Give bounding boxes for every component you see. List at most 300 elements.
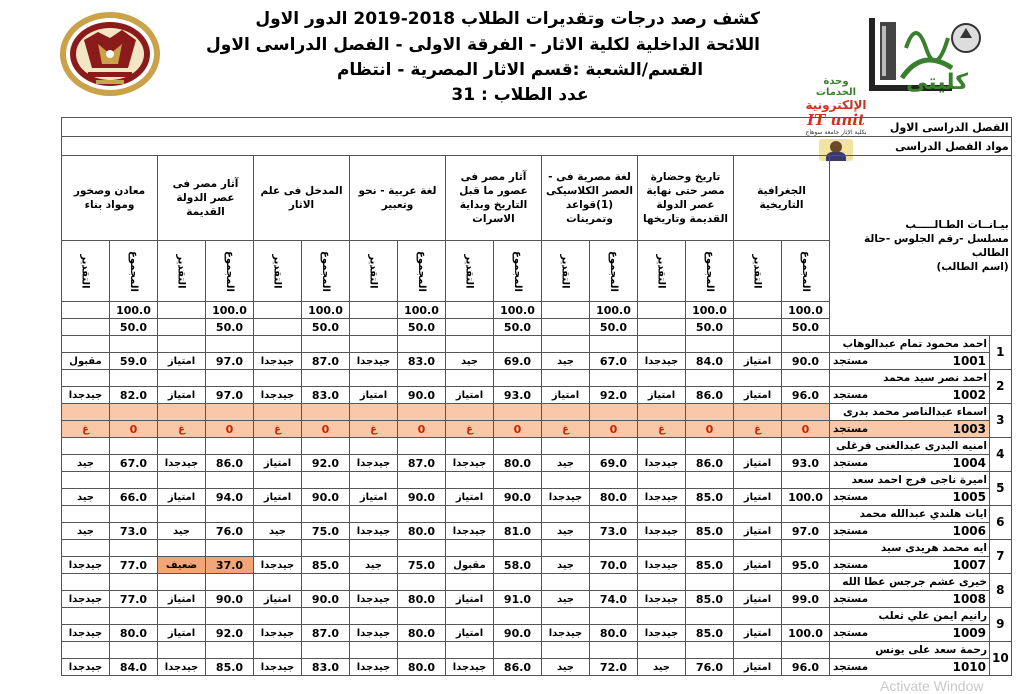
subject-total: 80.0 [494, 455, 542, 472]
subject-total: 84.0 [686, 353, 734, 370]
blank-cell [782, 642, 830, 659]
student-scores-row [62, 625, 1012, 642]
subject-total: 80.0 [398, 591, 446, 608]
blank-cell [398, 540, 446, 557]
blank-cell [158, 574, 206, 591]
blank-cell [590, 404, 638, 421]
blank-cell [782, 370, 830, 387]
subject-grade: جيد [62, 455, 110, 472]
subject-grade: جيدجدا [638, 625, 686, 642]
subject-total: 90.0 [782, 353, 830, 370]
student-name-row [62, 642, 1012, 659]
blank-cell [254, 506, 302, 523]
blank-cell [158, 608, 206, 625]
subject-total: 100.0 [782, 625, 830, 642]
blank-cell [734, 574, 782, 591]
seat-and-status [830, 625, 990, 642]
blank-cell [254, 336, 302, 353]
grade-column-label: التقدير [254, 241, 302, 302]
subject-total: 97.0 [782, 523, 830, 540]
blank-cell [350, 336, 398, 353]
subject-total: 90.0 [302, 489, 350, 506]
blank-cell [110, 472, 158, 489]
subject-grade: جيد [62, 489, 110, 506]
student-serial: 9 [990, 608, 1012, 642]
blank-cell [350, 540, 398, 557]
blank-cell [206, 336, 254, 353]
student-status: مستجد [833, 626, 869, 639]
blank-cell [254, 404, 302, 421]
blank-cell [398, 472, 446, 489]
subject-total: 83.0 [398, 353, 446, 370]
subjects-banner-row [62, 137, 1012, 156]
subject-total: 86.0 [686, 455, 734, 472]
blank-cell [110, 540, 158, 557]
report-title: كشف رصد درجات وتقديرات الطلاب 2018-2019 الدور الاول [255, 9, 760, 29]
max-mark: 100.0 [590, 302, 638, 319]
seat-and-status [830, 591, 990, 608]
subject-grade: امتياز [158, 387, 206, 404]
subject-total: 70.0 [590, 557, 638, 574]
subject-grade: امتياز [734, 523, 782, 540]
blank-cell [350, 472, 398, 489]
blank-cell [206, 438, 254, 455]
blank-cell [62, 608, 110, 625]
student-name: رحمة سعد على يونس [830, 642, 990, 659]
subject-grade: غ [254, 421, 302, 438]
subject-grade: جيدجدا [446, 455, 494, 472]
blank-cell [494, 574, 542, 591]
subject-grade: امتياز [254, 455, 302, 472]
subject-total: 0 [782, 421, 830, 438]
subject-total: 69.0 [590, 455, 638, 472]
seat-number: 1003 [952, 421, 986, 436]
blank-cell [158, 472, 206, 489]
blank-cell [446, 574, 494, 591]
max-mark: 100.0 [302, 302, 350, 319]
subject-grade: امتياز [446, 591, 494, 608]
student-name: رانيم ايمن علي ثعلب [830, 608, 990, 625]
blank-cell [398, 608, 446, 625]
blank-cell [446, 472, 494, 489]
blank-cell [590, 608, 638, 625]
subject-grade: امتياز [158, 353, 206, 370]
student-name-row [62, 438, 1012, 455]
blank-cell [446, 404, 494, 421]
blank-cell [158, 336, 206, 353]
student-status: مستجد [833, 388, 869, 401]
blank-cell [158, 506, 206, 523]
subject-grade: امتياز [734, 455, 782, 472]
subject-total: 84.0 [110, 659, 158, 676]
subject-grade: امتياز [446, 489, 494, 506]
subject-grade: جيدجدا [446, 659, 494, 676]
max-mark-grade [446, 302, 494, 319]
subject-grade: جيد [542, 557, 590, 574]
min-mark-grade [542, 319, 590, 336]
blank-cell [206, 404, 254, 421]
subject-grade: جيدجدا [350, 659, 398, 676]
subject-grade: ضعيف [158, 557, 206, 574]
blank-cell [398, 438, 446, 455]
blank-cell [110, 336, 158, 353]
blank-cell [206, 370, 254, 387]
blank-cell [446, 370, 494, 387]
subject-grade: امتياز [254, 489, 302, 506]
blank-cell [782, 336, 830, 353]
student-name-row [62, 336, 1012, 353]
blank-cell [302, 574, 350, 591]
student-info-header: بيـانــات الطـالـــــب مسلسل -رقم الجلوس -حالة الطالب (اسم الطالب) [830, 156, 1012, 336]
subject-total: 67.0 [110, 455, 158, 472]
student-name: ايه محمد هريدى سيد [830, 540, 990, 557]
subject-total: 83.0 [302, 659, 350, 676]
blank-cell [782, 438, 830, 455]
blank-cell [686, 574, 734, 591]
subject-total: 80.0 [590, 625, 638, 642]
subject-grade: امتياز [734, 489, 782, 506]
subject-total: 99.0 [782, 591, 830, 608]
subject-total: 97.0 [206, 387, 254, 404]
subject-grade: جيدجدا [638, 523, 686, 540]
total-column-label: المجموع [206, 241, 254, 302]
faculty-logo-caption: كليتى [906, 70, 968, 95]
blank-cell [110, 642, 158, 659]
blank-cell [254, 608, 302, 625]
blank-cell [782, 472, 830, 489]
subject-total: 69.0 [494, 353, 542, 370]
subject-grade: جيدجدا [158, 659, 206, 676]
it-unit-line1: وحدة الخدمات [815, 76, 857, 98]
blank-cell [494, 540, 542, 557]
subject-grade: جيدجدا [350, 523, 398, 540]
subject-total: 58.0 [494, 557, 542, 574]
seat-and-status [830, 353, 990, 370]
activate-windows-watermark: Activate Window [880, 678, 984, 694]
blank-cell [542, 438, 590, 455]
subject-total: 59.0 [110, 353, 158, 370]
student-status: مستجد [833, 524, 869, 537]
min-mark: 50.0 [302, 319, 350, 336]
blank-cell [782, 574, 830, 591]
blank-cell [686, 438, 734, 455]
min-mark: 50.0 [590, 319, 638, 336]
student-status: مستجد [833, 456, 869, 469]
subject-grade: امتياز [158, 591, 206, 608]
blank-cell [158, 404, 206, 421]
subject-total: 80.0 [398, 523, 446, 540]
subject-grade: مقبول [446, 557, 494, 574]
min-mark-grade [734, 319, 782, 336]
subject-total: 0 [494, 421, 542, 438]
blank-cell [590, 472, 638, 489]
subject-total: 0 [398, 421, 446, 438]
subject-grade: امتياز [734, 591, 782, 608]
subject-grade: جيدجدا [446, 523, 494, 540]
subject-grade: امتياز [446, 387, 494, 404]
blank-cell [686, 608, 734, 625]
report-header [0, 0, 1024, 136]
subject-grade: غ [638, 421, 686, 438]
subject-grade: جيدجدا [350, 455, 398, 472]
seat-and-status [830, 523, 990, 540]
student-name-row [62, 404, 1012, 421]
blank-cell [110, 438, 158, 455]
subject-grade: جيد [542, 523, 590, 540]
subject-grade: جيد [446, 353, 494, 370]
it-unit-text: IT unit [807, 111, 865, 129]
blank-cell [542, 336, 590, 353]
grade-column-label: التقدير [542, 241, 590, 302]
total-column-label: المجموع [302, 241, 350, 302]
subject-grade: جيدجدا [638, 353, 686, 370]
department-line: القسم/الشعبة :قسم الاثار المصرية - انتظام [336, 60, 704, 80]
seat-and-status [830, 489, 990, 506]
subject-grade: جيدجدا [254, 557, 302, 574]
seat-number: 1007 [952, 557, 986, 572]
subject-grade: امتياز [734, 659, 782, 676]
blank-cell [110, 404, 158, 421]
semester-label: الفصل الدراسى الاول [62, 118, 1012, 137]
subject-total: 77.0 [110, 557, 158, 574]
blank-cell [494, 506, 542, 523]
blank-cell [158, 370, 206, 387]
seat-and-status [830, 421, 990, 438]
blank-cell [734, 608, 782, 625]
grade-column-label: التقدير [638, 241, 686, 302]
subject-total: 85.0 [686, 523, 734, 540]
subject-names-row [62, 156, 1012, 241]
blank-cell [62, 370, 110, 387]
min-mark: 50.0 [782, 319, 830, 336]
student-name: اسماء عبدالناصر محمد بدرى [830, 404, 990, 421]
subject-total: 86.0 [494, 659, 542, 676]
blank-cell [494, 642, 542, 659]
blank-cell [590, 540, 638, 557]
blank-cell [110, 608, 158, 625]
student-scores-row [62, 591, 1012, 608]
blank-cell [62, 404, 110, 421]
subject-grade: جيد [542, 659, 590, 676]
grade-column-label: التقدير [62, 241, 110, 302]
subject-total: 66.0 [110, 489, 158, 506]
subject-grade: جيدجدا [542, 489, 590, 506]
blank-cell [302, 404, 350, 421]
subject-total: 74.0 [590, 591, 638, 608]
student-status: مستجد [833, 558, 869, 571]
student-scores-row [62, 659, 1012, 676]
subject-grade: امتياز [734, 353, 782, 370]
subject-name: آثار مصر فى عصور ما قبل التاريخ وبداية الاسرات [446, 156, 542, 241]
subject-grade: جيد [542, 455, 590, 472]
subject-total: 85.0 [686, 557, 734, 574]
blank-cell [446, 540, 494, 557]
blank-cell [158, 642, 206, 659]
subject-total: 76.0 [206, 523, 254, 540]
seat-and-status [830, 455, 990, 472]
subject-grade: جيدجدا [638, 455, 686, 472]
blank-cell [398, 642, 446, 659]
subject-total: 91.0 [494, 591, 542, 608]
subject-total: 90.0 [494, 625, 542, 642]
blank-cell [542, 404, 590, 421]
blank-cell [62, 574, 110, 591]
min-mark: 50.0 [206, 319, 254, 336]
subject-grade: امتياز [734, 625, 782, 642]
grade-column-label: التقدير [734, 241, 782, 302]
subject-total: 73.0 [110, 523, 158, 540]
blank-cell [206, 506, 254, 523]
subjects-label: مواد الفصل الدراسى [62, 137, 1012, 156]
grade-column-label: التقدير [350, 241, 398, 302]
blank-cell [638, 336, 686, 353]
blank-cell [782, 506, 830, 523]
it-unit-line2: الإلكترونية [805, 98, 867, 112]
subject-grade: جيد [350, 557, 398, 574]
blank-cell [590, 336, 638, 353]
grade-column-label: التقدير [446, 241, 494, 302]
blank-cell [350, 370, 398, 387]
blank-cell [494, 404, 542, 421]
blank-cell [254, 472, 302, 489]
subject-total: 90.0 [494, 489, 542, 506]
total-column-label: المجموع [110, 241, 158, 302]
subject-grade: جيد [542, 353, 590, 370]
subject-total: 87.0 [302, 353, 350, 370]
seat-number: 1009 [952, 625, 986, 640]
blank-cell [206, 472, 254, 489]
blank-cell [254, 574, 302, 591]
subject-name: الجغرافية التاريخية [734, 156, 830, 241]
blank-cell [638, 438, 686, 455]
subject-total: 87.0 [302, 625, 350, 642]
subject-total: 85.0 [686, 591, 734, 608]
blank-cell [62, 506, 110, 523]
student-scores-row [62, 523, 1012, 540]
student-serial: 6 [990, 506, 1012, 540]
subject-total: 95.0 [782, 557, 830, 574]
blank-cell [158, 438, 206, 455]
blank-cell [350, 506, 398, 523]
student-name: ايات هلندي عبدالله محمد [830, 506, 990, 523]
seat-and-status [830, 387, 990, 404]
subject-grade: امتياز [350, 489, 398, 506]
blank-cell [638, 608, 686, 625]
student-name: اميرة ناجى فرج احمد سعد [830, 472, 990, 489]
blank-cell [350, 608, 398, 625]
student-name: خيرى عشم جرجس عطا الله [830, 574, 990, 591]
subject-total: 76.0 [686, 659, 734, 676]
student-scores-row [62, 489, 1012, 506]
blank-cell [62, 336, 110, 353]
subject-grade: امتياز [158, 489, 206, 506]
semester-banner-row [62, 118, 1012, 137]
total-column-label: المجموع [398, 241, 446, 302]
student-name: امنيه البدرى عبدالغنى فرغلى [830, 438, 990, 455]
max-mark-grade [638, 302, 686, 319]
blank-cell [398, 506, 446, 523]
blank-cell [398, 574, 446, 591]
blank-cell [206, 574, 254, 591]
student-status: مستجد [833, 422, 869, 435]
student-status: مستجد [833, 592, 869, 605]
regulation-line: اللائحة الداخلية لكلية الاثار - الفرقة الاولى - الفصل الدراسى الاول [206, 35, 760, 55]
blank-cell [734, 540, 782, 557]
subject-grade: امتياز [254, 591, 302, 608]
blank-cell [494, 438, 542, 455]
blank-cell [302, 472, 350, 489]
subject-grade: امتياز [350, 387, 398, 404]
total-column-label: المجموع [782, 241, 830, 302]
blank-cell [302, 540, 350, 557]
subject-grade: جيد [542, 591, 590, 608]
seat-number: 1004 [952, 455, 986, 470]
subject-total: 80.0 [398, 659, 446, 676]
subject-grade: امتياز [542, 387, 590, 404]
seat-and-status [830, 557, 990, 574]
blank-cell [254, 370, 302, 387]
blank-cell [590, 574, 638, 591]
blank-cell [494, 336, 542, 353]
student-name-row [62, 608, 1012, 625]
subject-total: 80.0 [110, 625, 158, 642]
blank-cell [590, 438, 638, 455]
subject-grade: جيدجدا [62, 659, 110, 676]
blank-cell [590, 370, 638, 387]
subject-total: 93.0 [782, 455, 830, 472]
blank-cell [62, 540, 110, 557]
subject-total: 0 [110, 421, 158, 438]
student-name-row [62, 506, 1012, 523]
blank-cell [686, 472, 734, 489]
subject-total: 82.0 [110, 387, 158, 404]
blank-cell [254, 438, 302, 455]
blank-cell [62, 642, 110, 659]
blank-cell [302, 336, 350, 353]
subject-grade: جيدجدا [62, 625, 110, 642]
min-mark-grade [158, 319, 206, 336]
student-name: احمد محمود تمام عبدالوهاب [830, 336, 990, 353]
seat-number: 1002 [952, 387, 986, 402]
max-mark-grade [254, 302, 302, 319]
blank-cell [254, 540, 302, 557]
subject-total: 85.0 [686, 489, 734, 506]
seat-number: 1006 [952, 523, 986, 538]
subject-total: 94.0 [206, 489, 254, 506]
subject-total: 96.0 [782, 659, 830, 676]
subject-total: 77.0 [110, 591, 158, 608]
blank-cell [206, 608, 254, 625]
blank-cell [686, 370, 734, 387]
subject-total: 86.0 [686, 387, 734, 404]
blank-cell [686, 540, 734, 557]
subject-total: 90.0 [398, 489, 446, 506]
blank-cell [158, 540, 206, 557]
blank-cell [734, 370, 782, 387]
student-serial: 10 [990, 642, 1012, 676]
subject-grade: جيدجدا [350, 625, 398, 642]
subject-grade: غ [734, 421, 782, 438]
blank-cell [494, 370, 542, 387]
blank-cell [206, 540, 254, 557]
subject-grade: جيدجدا [254, 659, 302, 676]
blank-cell [542, 472, 590, 489]
subject-grade: جيدجدا [158, 455, 206, 472]
subject-total: 85.0 [302, 557, 350, 574]
blank-cell [206, 642, 254, 659]
student-serial: 3 [990, 404, 1012, 438]
subject-total: 96.0 [782, 387, 830, 404]
